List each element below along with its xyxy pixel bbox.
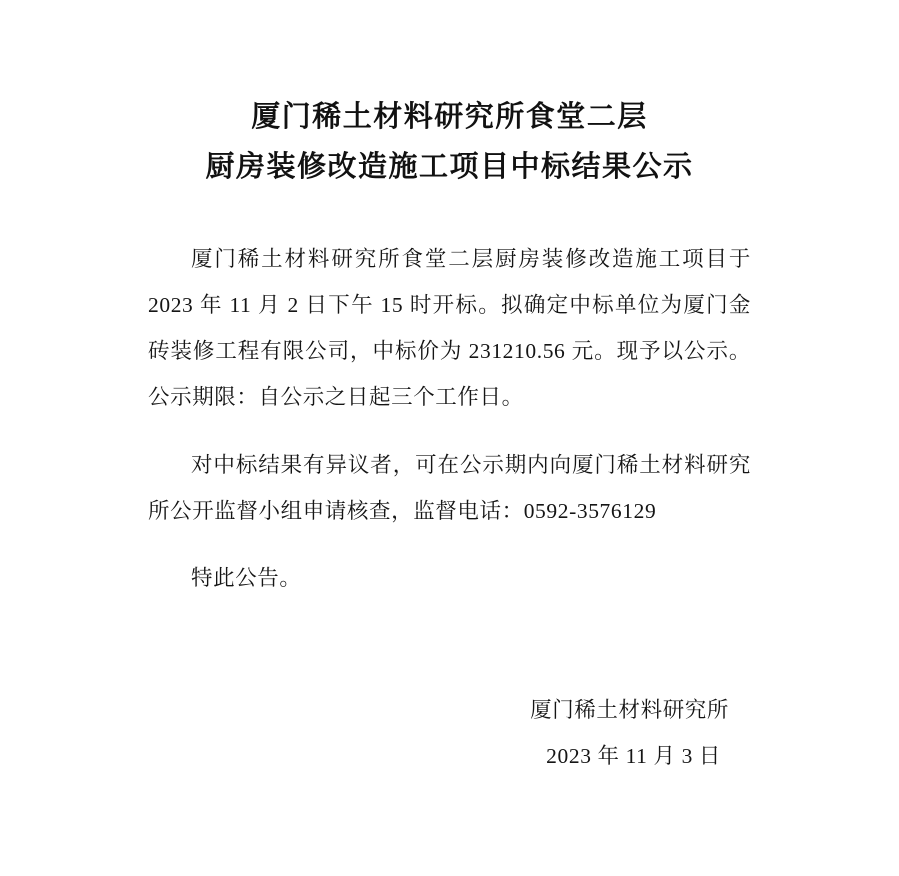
page-title [148,0,751,192]
paragraph-3: 特此公告。 [191,566,302,590]
paragraph-1: 厦门稀土材料研究所食堂二层厨房装修改造施工项目于 2023 年 11 月 2 日下午 15 时开标。拟确定中标单位为厦门金砖装修工程有限公司，中标价为 231210.56 元。现予以公示。公示期限：自公示之日起三个工作日。 [148,247,751,409]
document-body [148,236,751,601]
title-line-2: 厨房装修改造施工项目中标结果公示 [205,151,694,183]
title-line-1: 厦门稀土材料研究所食堂二层 [251,101,648,133]
signature-block [148,687,751,779]
paragraph-2: 对中标结果有异议者，可在公示期内向厦门稀土材料研究所公开监督小组申请核查，监督电话：0592-3576129 [148,452,751,523]
signature-issuer: 厦门稀土材料研究所 [530,698,729,722]
signature-date: 2023 年 11 月 3 日 [546,744,721,768]
